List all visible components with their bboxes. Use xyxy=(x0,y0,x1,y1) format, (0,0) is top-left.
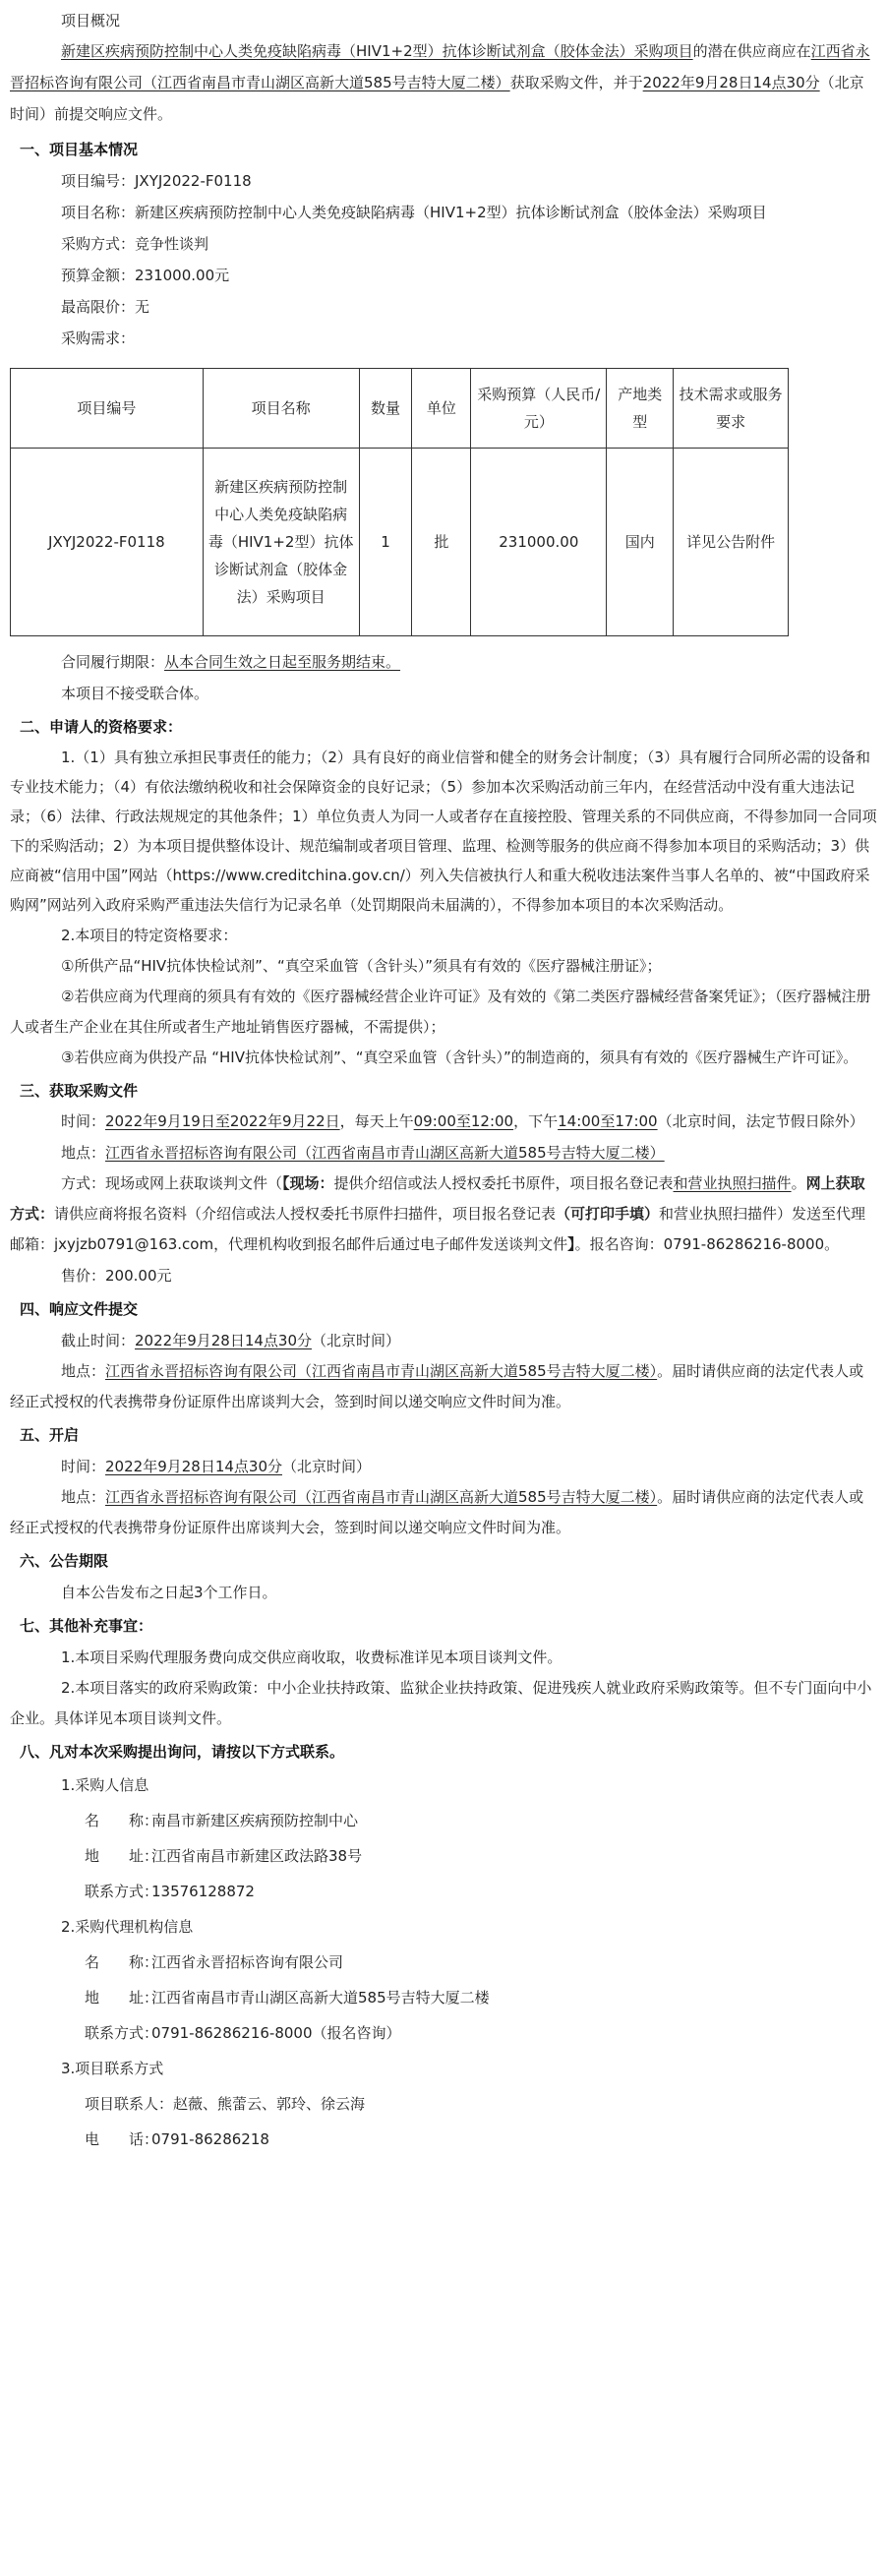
agency-address: 地 址： 江西省南昌市青山湖区高新大道585号吉特大厦二楼 xyxy=(85,1989,490,2007)
obtain-place: 地点：江西省永晋招标咨询有限公司（江西省南昌市青山湖区高新大道585号吉特大厦二楼） xyxy=(61,1144,665,1162)
table-header-cell: 采购预算（人民币/元） xyxy=(471,369,607,449)
qualification-general: 1.（1）具有独立承担民事责任的能力；（2）具有良好的商业信誉和健全的财务会计制度；（3）具有履行合同所必需的设备和专业技术能力；（4）有依法缴纳税收和社会保障资金的良好记录；（5）参加本次采购活动前三年内，在经营活动中没有重大违法记录；（6）法律、行政法规规定的其他条件；1）单位负责人为同一人或者存在直接控股、管理关系的不同供应商，不得参加同一合同项下的采购活动；2）为本项目提供整体设计、规范编制或者项目管理、监理、检测等服务的供应商不得参加本项目的采购活动；3）供应商被“信用中国”网站（https://www.creditchina.gov.cn/）列入失信被执行人和重大税收违法案件当事人名单的、被“中国政府采购网”网站列入政府采购严重违法失信行为记录名单（处罚期限尚未届满的），不得参加本项目的本次采购活动。 xyxy=(10,749,877,914)
overview-agency: 江西省永晋招标咨询有限公司（江西省南昌市青山湖区高新大道585号吉特大厦二楼） xyxy=(10,42,870,91)
consortium-note: 本项目不接受联合体。 xyxy=(61,685,209,702)
table-header-cell: 项目名称 xyxy=(203,369,359,449)
qualification-item-2: ②若供应商为代理商的须具有有效的《医疗器械经营企业许可证》及有效的《第二类医疗器械经营备案凭证》；（医疗器械注册人或者生产企业在其住所或者生产地址销售医疗器械，不需提供）； xyxy=(10,988,871,1036)
table-header-cell: 产地类型 xyxy=(607,369,674,449)
max-price: 最高限价：无 xyxy=(61,298,150,316)
table-cell: JXYJ2022-F0118 xyxy=(11,449,204,636)
table-row xyxy=(11,449,789,636)
table-cell: 批 xyxy=(412,449,471,636)
table-cell: 国内 xyxy=(607,449,674,636)
opening-time: 时间：2022年9月28日14点30分（北京时间） xyxy=(61,1458,372,1475)
buyer-phone: 联系方式： 13576128872 xyxy=(85,1883,255,1900)
obtain-time: 时间：2022年9月19日至2022年9月22日，每天上午09:00至12:00，下午14:00至17:00（北京时间，法定节假日除外） xyxy=(61,1112,864,1130)
table-cell: 新建区疾病预防控制中心人类免疫缺陷病毒（HIV1+2型）抗体诊断试剂盒（胶体金法）采购项目 xyxy=(203,449,359,636)
agency-info-title: 2.采购代理机构信息 xyxy=(61,1918,194,1936)
submission-place: 地点：江西省永晋招标咨询有限公司（江西省南昌市青山湖区高新大道585号吉特大厦二楼）。届时请供应商的法定代表人或经正式授权的代表携带身份证原件出席谈判大会，签到时间以递交响应文件时间为准。 xyxy=(10,1362,864,1410)
qualification-item-1: ①所供产品“HIV抗体快检试剂”、“真空采血管（含针头）”须具有有效的《医疗器械注册证》； xyxy=(61,957,662,975)
opening-place: 地点：江西省永晋招标咨询有限公司（江西省南昌市青山湖区高新大道585号吉特大厦二楼）。届时请供应商的法定代表人或经正式授权的代表携带身份证原件出席谈判大会，签到时间以递交响应文件时间为准。 xyxy=(10,1488,864,1536)
supplement-item-2: 2.本项目落实的政府采购政策：中小企业扶持政策、监狱企业扶持政策、促进残疾人就业政府采购政策等。但不专门面向中小企业。具体详见本项目谈判文件。 xyxy=(10,1679,872,1727)
overview-deadline: 2022年9月28日14点30分 xyxy=(642,74,820,91)
project-contact-persons: 项目联系人： 赵薇、熊蕾云、郭玲、徐云海 xyxy=(85,2095,366,2113)
section-4-heading: 四、响应文件提交 xyxy=(20,1300,139,1318)
contract-period: 合同履行期限：从本合同生效之日起至服务期结束。 xyxy=(61,653,401,671)
qualification-item-3: ③若供应商为供投产品 “HIV抗体快检试剂”、“真空采血管（含针头）”的制造商的，须具有有效的《医疗器械生产许可证》。 xyxy=(61,1048,858,1066)
section-1-heading: 一、项目基本情况 xyxy=(20,141,139,158)
section-3-heading: 三、获取采购文件 xyxy=(20,1082,139,1100)
table-cell: 231000.00 xyxy=(471,449,607,636)
agency-name: 名 称： 江西省永晋招标咨询有限公司 xyxy=(85,1953,344,1971)
contract-period-value: 从本合同生效之日起至服务期结束。 xyxy=(164,653,401,671)
table-header-cell: 数量 xyxy=(359,369,412,449)
obtain-method: 方式：现场或网上获取谈判文件（【现场：提供介绍信或法人授权委托书原件，项目报名登记表和营业执照扫描件。网上获取方式：请供应商将报名资料（介绍信或法人授权委托书原件扫描件，项目报名登记表（可打印手填）和营业执照扫描件）发送至代理邮箱：jxyjzb0791@163.com，代理机构收到报名邮件后通过电子邮件发送谈判文件】。报名咨询：0791-86286216-8000。 xyxy=(10,1174,866,1253)
table-header-cell: 单位 xyxy=(412,369,471,449)
project-contact-phone: 电 话： 0791-86286218 xyxy=(85,2130,269,2148)
table-cell: 1 xyxy=(359,449,412,636)
project-contact-title: 3.项目联系方式 xyxy=(61,2060,164,2077)
announcement-period: 自本公告发布之日起3个工作日。 xyxy=(61,1584,277,1601)
requirements-table xyxy=(10,368,789,636)
section-7-heading: 七、其他补充事宜： xyxy=(20,1617,153,1635)
document-price: 售价：200.00元 xyxy=(61,1267,172,1285)
table-header-cell: 项目编号 xyxy=(11,369,204,449)
section-2-heading: 二、申请人的资格要求： xyxy=(20,718,183,736)
section-8-heading: 八、凡对本次采购提出询问，请按以下方式联系。 xyxy=(20,1743,345,1761)
buyer-info-title: 1.采购人信息 xyxy=(61,1776,149,1794)
agency-phone: 联系方式： 0791-86286216-8000（报名咨询） xyxy=(85,2024,401,2042)
submission-deadline: 截止时间：2022年9月28日14点30分（北京时间） xyxy=(61,1332,401,1349)
overview-project-name: 新建区疾病预防控制中心人类免疫缺陷病毒（HIV1+2型）抗体诊断试剂盒（胶体金法）采购项目 xyxy=(61,42,693,60)
table-header-row xyxy=(11,369,789,449)
buyer-name: 名 称： 南昌市新建区疾病预防控制中心 xyxy=(85,1812,359,1829)
budget-amount: 预算金额：231000.00元 xyxy=(61,267,230,284)
project-code: 项目编号：JXYJ2022-F0118 xyxy=(61,172,252,190)
table-cell: 详见公告附件 xyxy=(674,449,789,636)
supplement-item-1: 1.本项目采购代理服务费向成交供应商收取，收费标准详见本项目谈判文件。 xyxy=(61,1648,562,1666)
qualification-specific-label: 2.本项目的特定资格要求： xyxy=(61,927,238,944)
procurement-method: 采购方式：竞争性谈判 xyxy=(61,235,209,253)
project-name: 项目名称：新建区疾病预防控制中心人类免疫缺陷病毒（HIV1+2型）抗体诊断试剂盒（胶体金法）采购项目 xyxy=(61,204,767,221)
section-5-heading: 五、开启 xyxy=(20,1426,80,1444)
procurement-needs-label: 采购需求： xyxy=(61,329,136,347)
overview-title: 项目概况 xyxy=(61,12,121,30)
section-6-heading: 六、公告期限 xyxy=(20,1552,109,1570)
table-header-cell: 技术需求或服务要求 xyxy=(674,369,789,449)
buyer-address: 地 址： 江西省南昌市新建区政法路38号 xyxy=(85,1847,363,1865)
overview-body: 新建区疾病预防控制中心人类免疫缺陷病毒（HIV1+2型）抗体诊断试剂盒（胶体金法）采购项目的潜在供应商应在江西省永晋招标咨询有限公司（江西省南昌市青山湖区高新大道585号吉特大厦二楼）获取采购文件，并于2022年9月28日14点30分（北京时间）前提交响应文件。 xyxy=(10,42,870,123)
